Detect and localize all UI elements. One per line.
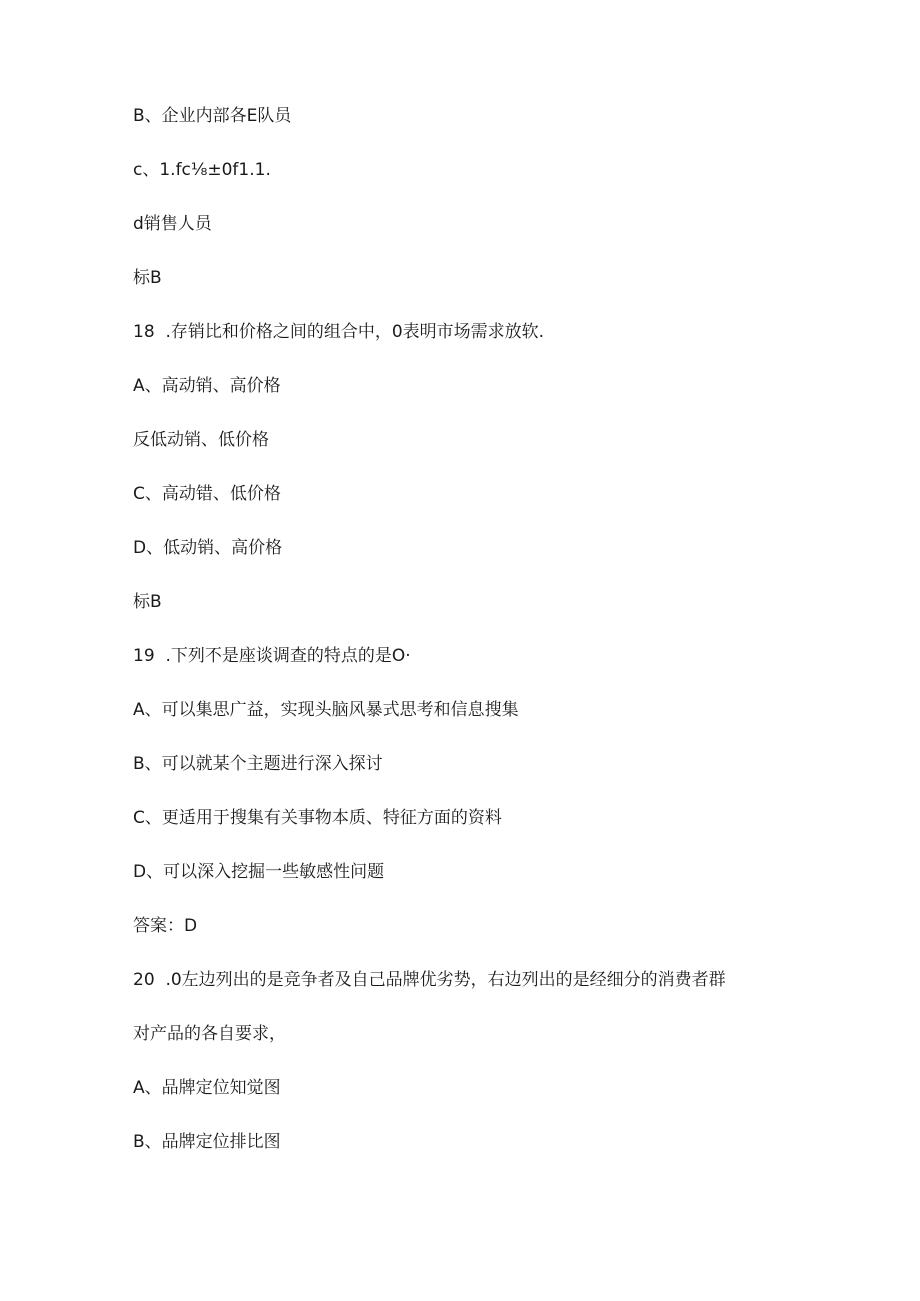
option-line: 反低动销、低价格 bbox=[133, 430, 269, 450]
option-line: B、可以就某个主题进行深入探讨 bbox=[133, 754, 383, 774]
option-line: d销售人员 bbox=[133, 214, 212, 234]
option-line: D、低动销、高价格 bbox=[133, 538, 283, 558]
question-line: 18 .存销比和价格之间的组合中，0表明市场需求放软. bbox=[133, 322, 545, 342]
option-line: A、可以集思广益，实现头脑风暴式思考和信息搜集 bbox=[133, 700, 519, 720]
option-line: D、可以深入挖掘一些敏感性问题 bbox=[133, 862, 385, 882]
answer-line: 标B bbox=[133, 592, 162, 612]
option-line: B、品牌定位排比图 bbox=[133, 1132, 281, 1152]
option-line: A、高动销、高价格 bbox=[133, 376, 281, 396]
answer-line: 答案：D bbox=[133, 916, 198, 936]
question-line: 19 .下列不是座谈调查的特点的是O· bbox=[133, 646, 411, 666]
answer-line: 标B bbox=[133, 268, 162, 288]
question-line-continued: 对产品的各自要求， bbox=[133, 1024, 286, 1044]
option-line: A、品牌定位知觉图 bbox=[133, 1078, 281, 1098]
option-line: B、企业内部各E队员 bbox=[133, 106, 292, 126]
question-line: 20 .0左边列出的是竞争者及自己品牌优劣势，右边列出的是经细分的消费者群 bbox=[133, 970, 726, 990]
option-line: c、1.fc⅛±0f1.1. bbox=[133, 160, 271, 180]
option-line: C、高动错、低价格 bbox=[133, 484, 281, 504]
option-line: C、更适用于搜集有关事物本质、特征方面的资料 bbox=[133, 808, 502, 828]
